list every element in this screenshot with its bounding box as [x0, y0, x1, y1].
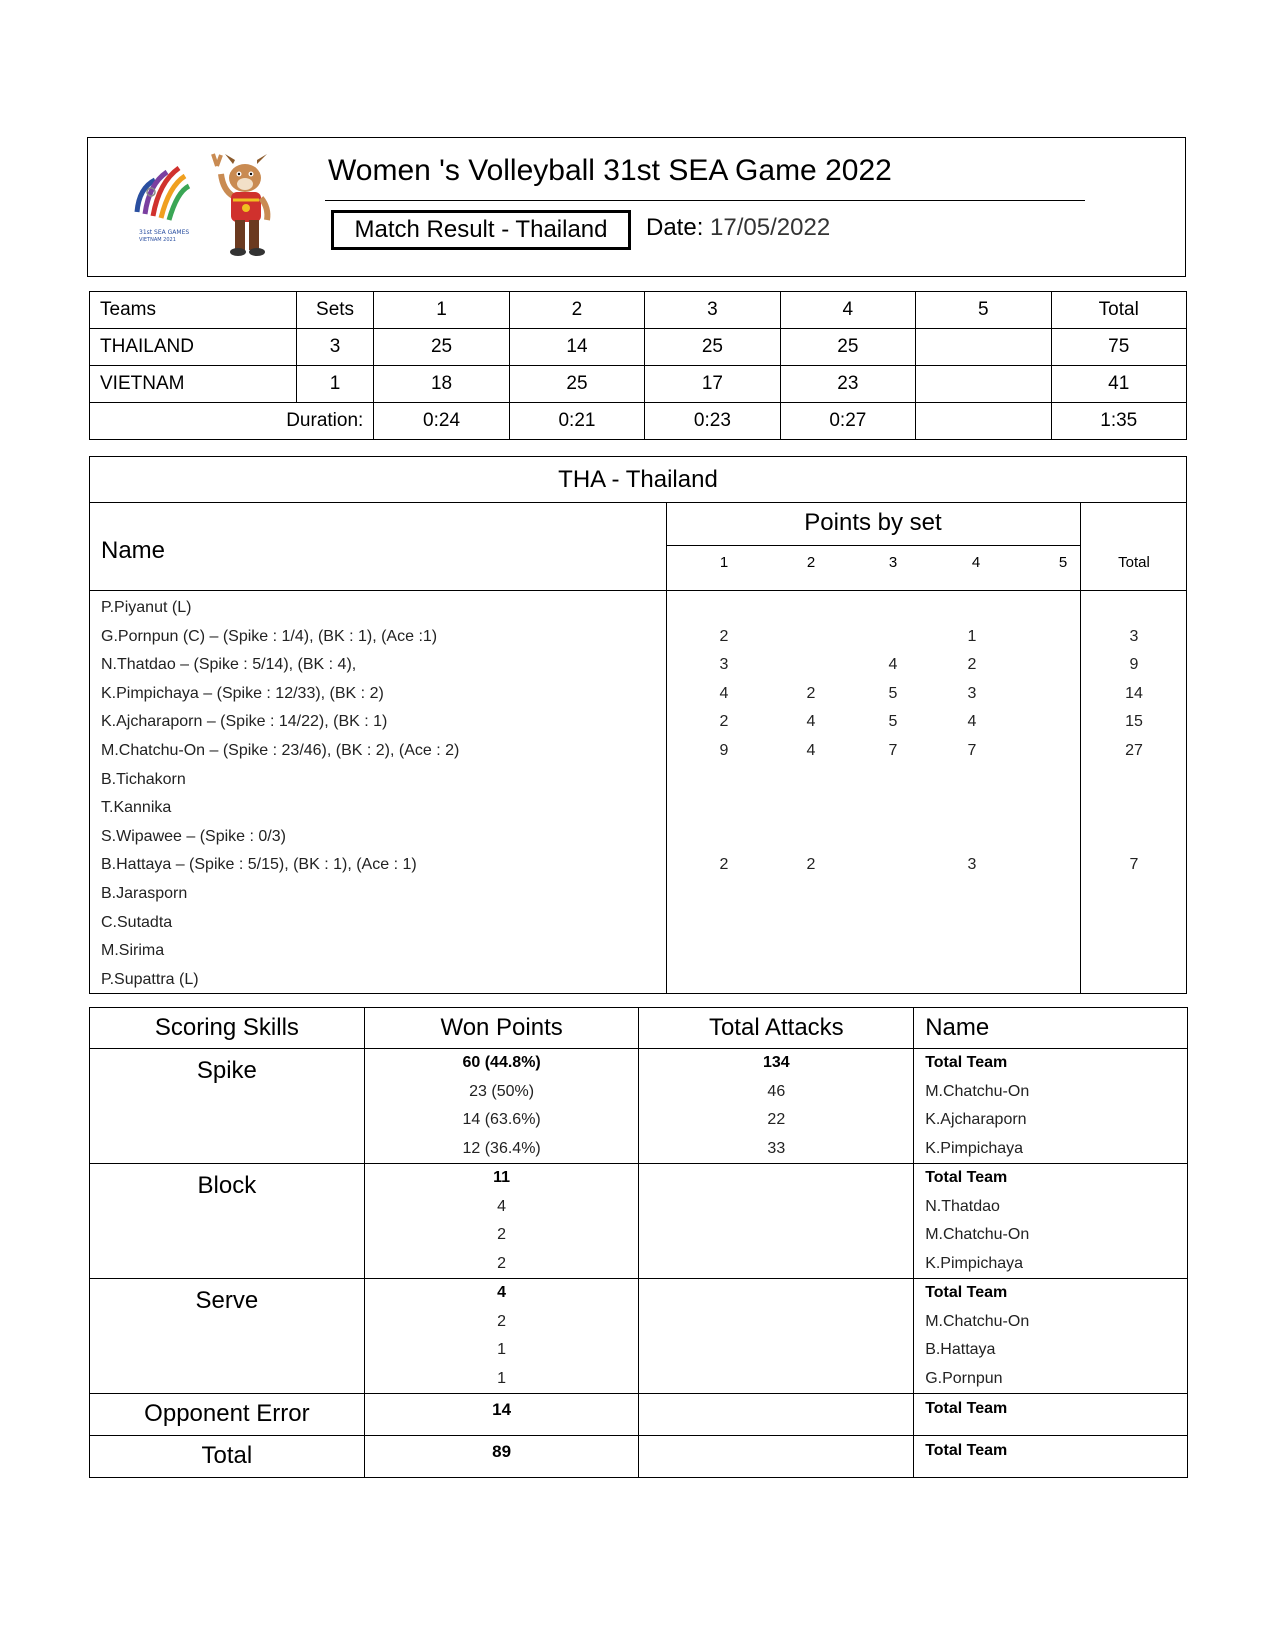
- player-name: B.Tichakorn: [101, 770, 186, 788]
- total-header: Total: [1118, 554, 1150, 571]
- player-name: Total Team: [925, 1054, 1008, 1071]
- player-name: M.Chatchu-On: [925, 1312, 1030, 1330]
- player-row: [90, 767, 1186, 795]
- player-name: M.Chatchu-On: [925, 1082, 1030, 1100]
- player-points-table: [89, 456, 1187, 994]
- divider: [666, 545, 1081, 546]
- total-attacks: [639, 1365, 913, 1394]
- score-row-thailand: [90, 329, 1187, 366]
- set3-score: 17: [645, 366, 780, 403]
- won-points-list: [364, 1279, 639, 1394]
- set5-duration: [916, 403, 1051, 440]
- set2-header: 2: [509, 292, 644, 329]
- total-attacks: [639, 1394, 914, 1436]
- player-s4-points: 1: [967, 627, 977, 645]
- player-name: K.Ajcharaporn – (Spike : 14/22), (BK : 1): [101, 713, 388, 731]
- player-name: N.Thatdao – (Spike : 5/14), (BK : 4),: [101, 656, 357, 674]
- skill-group-row: [90, 1049, 1188, 1164]
- player-s2-points: 2: [806, 856, 816, 874]
- player-s3-points: 7: [888, 742, 898, 759]
- player-name: C.Sutadta: [101, 913, 173, 931]
- score-header-row: [90, 292, 1187, 329]
- player-s1-points: 9: [719, 742, 729, 759]
- set1-header: 1: [719, 554, 729, 571]
- player-row: [90, 852, 1186, 880]
- page-title: Women 's Volleyball 31st SEA Game 2022: [328, 154, 892, 187]
- skill-name: Block: [90, 1164, 365, 1279]
- name-header: Name: [914, 1008, 1188, 1049]
- player-row: [90, 910, 1186, 938]
- skill-name: Total: [90, 1436, 365, 1478]
- won-points-list: [364, 1164, 639, 1279]
- duration-row: [90, 403, 1187, 440]
- total-attacks: 46: [767, 1082, 786, 1100]
- set3-score: 25: [645, 329, 780, 366]
- player-row: [90, 795, 1186, 823]
- won-points: 2: [497, 1312, 507, 1330]
- set2-header: 2: [806, 554, 816, 571]
- won-points: 14: [364, 1394, 639, 1436]
- player-name: Total Team: [914, 1436, 1188, 1478]
- won-points: 1: [497, 1341, 507, 1358]
- player-s2-points: 4: [806, 713, 816, 731]
- total-attacks: [639, 1221, 913, 1250]
- player-s1-points: 2: [719, 627, 729, 645]
- player-name-list: [914, 1279, 1188, 1394]
- player-name: K.Ajcharaporn: [925, 1111, 1027, 1128]
- player-name: B.Jarasporn: [101, 885, 188, 902]
- set-score-table: [89, 291, 1187, 440]
- total-header: Total: [1051, 292, 1187, 329]
- set4-score: 25: [780, 329, 915, 366]
- divider: [90, 590, 1186, 591]
- won-points: 12 (36.4%): [462, 1139, 541, 1157]
- player-row: [90, 681, 1186, 709]
- match-result-label: Match Result - Thailand: [331, 210, 631, 250]
- player-row: [90, 881, 1186, 909]
- set4-score: 23: [780, 366, 915, 403]
- player-s1-points: 3: [719, 656, 729, 674]
- team-name: THAILAND: [90, 329, 297, 366]
- player-total-points: 15: [1125, 713, 1143, 731]
- player-name-list: [914, 1164, 1188, 1279]
- set1-duration: 0:24: [374, 403, 509, 440]
- won-points: 60 (44.8%): [462, 1054, 541, 1071]
- won-points: 1: [497, 1369, 507, 1387]
- set1-header: 1: [374, 292, 509, 329]
- player-row: [90, 938, 1186, 966]
- player-s4-points: 3: [967, 684, 977, 702]
- skill-group-row: [90, 1164, 1188, 1279]
- player-total-points: 3: [1129, 627, 1139, 645]
- set4-duration: 0:27: [780, 403, 915, 440]
- total-attacks-header: Total Attacks: [639, 1008, 914, 1049]
- name-header: Name: [101, 537, 166, 564]
- total-duration: 1:35: [1051, 403, 1187, 440]
- set3-duration: 0:23: [645, 403, 780, 440]
- won-points: 14 (63.6%): [462, 1111, 541, 1128]
- player-s1-points: 4: [719, 684, 729, 702]
- skills-header-row: [90, 1008, 1188, 1049]
- skill-groups: [90, 1049, 1188, 1394]
- teams-header: Teams: [90, 292, 297, 329]
- player-s2-points: 2: [806, 684, 816, 702]
- player-s1-points: 2: [719, 856, 729, 874]
- won-points: 23 (50%): [469, 1082, 535, 1100]
- player-s3-points: 5: [888, 713, 898, 731]
- score-row-vietnam: [90, 366, 1187, 403]
- player-total-points: 27: [1125, 742, 1143, 759]
- player-row: [90, 824, 1186, 852]
- player-name: S.Wipawee – (Spike : 0/3): [101, 827, 286, 845]
- set4-header: 4: [971, 554, 981, 571]
- skill-name: Opponent Error: [90, 1394, 365, 1436]
- match-date: [646, 214, 830, 242]
- player-row: [90, 709, 1186, 737]
- player-name: N.Thatdao: [925, 1197, 1000, 1215]
- player-total-points: 14: [1125, 684, 1143, 702]
- svg-text:VIETNAM 2021: VIETNAM 2021: [139, 237, 176, 243]
- won-points: 89: [364, 1436, 639, 1478]
- set1-score: 25: [374, 329, 509, 366]
- player-s2-points: 4: [806, 742, 816, 759]
- player-name: Total Team: [925, 1169, 1008, 1186]
- total-attacks: 22: [767, 1111, 786, 1128]
- sea-games-logo-icon: [133, 152, 293, 262]
- set3-header: 3: [888, 554, 898, 571]
- total-attacks: [639, 1336, 913, 1365]
- won-points: 4: [497, 1284, 507, 1301]
- scoring-skills-header: Scoring Skills: [90, 1008, 365, 1049]
- total-attacks-list: [639, 1279, 914, 1394]
- sets-won: 1: [296, 366, 374, 403]
- total-score: 75: [1051, 329, 1187, 366]
- player-total-points: 7: [1129, 856, 1139, 874]
- report-header: [87, 137, 1186, 277]
- total-attacks-list: [639, 1164, 914, 1279]
- total-score: 41: [1051, 366, 1187, 403]
- player-s4-points: 3: [967, 856, 977, 874]
- scoring-skills-table: [89, 1007, 1188, 1478]
- player-row: [90, 652, 1186, 680]
- player-row: [90, 595, 1186, 623]
- date-value: 17/05/2022: [710, 214, 831, 241]
- player-name: T.Kannika: [101, 799, 172, 817]
- total-attacks: [639, 1436, 914, 1478]
- svg-text:31st SEA GAMES: 31st SEA GAMES: [139, 229, 190, 236]
- set5-score: [916, 329, 1051, 366]
- player-name: G.Pornpun (C) – (Spike : 1/4), (BK : 1), (Ace :1): [101, 627, 438, 645]
- player-name-list: [914, 1049, 1188, 1164]
- total-attacks: [639, 1279, 913, 1308]
- won-points-list: [364, 1049, 639, 1164]
- sets-won: 3: [296, 329, 374, 366]
- player-s1-points: 2: [719, 713, 729, 731]
- won-points: 11: [493, 1169, 511, 1186]
- player-name: P.Piyanut (L): [101, 599, 192, 616]
- skill-name: Serve: [90, 1279, 365, 1394]
- player-s3-points: 4: [888, 656, 898, 674]
- total-attacks: [639, 1250, 913, 1279]
- total-attacks: [639, 1164, 913, 1193]
- set5-header: 5: [916, 292, 1051, 329]
- total-attacks: [639, 1308, 913, 1337]
- player-name: Total Team: [914, 1394, 1188, 1436]
- set3-header: 3: [645, 292, 780, 329]
- title-underline: [325, 200, 1085, 201]
- team-name: VIETNAM: [90, 366, 297, 403]
- duration-label: Duration:: [90, 403, 374, 440]
- won-points: 4: [497, 1197, 507, 1215]
- player-name: M.Chatchu-On: [925, 1226, 1030, 1243]
- total-attacks: 134: [762, 1054, 790, 1071]
- total-attacks-list: [639, 1049, 914, 1164]
- won-points: 2: [497, 1254, 507, 1272]
- set4-header: 4: [780, 292, 915, 329]
- total-attacks: 33: [767, 1139, 786, 1157]
- player-s4-points: 2: [967, 656, 977, 674]
- player-total-points: 9: [1129, 656, 1139, 674]
- won-points: 2: [497, 1226, 507, 1243]
- points-by-set-header: Points by set: [804, 509, 942, 536]
- opponent-error-row: [90, 1394, 1188, 1436]
- player-name: M.Sirima: [101, 942, 165, 960]
- player-s4-points: 7: [967, 742, 977, 759]
- set1-score: 18: [374, 366, 509, 403]
- set2-score: 14: [509, 329, 644, 366]
- player-name: K.Pimpichaya: [925, 1254, 1024, 1272]
- team-section-title: THA - Thailand: [90, 457, 1186, 503]
- player-row: [90, 738, 1186, 766]
- set2-duration: 0:21: [509, 403, 644, 440]
- player-name: P.Supattra (L): [101, 970, 199, 988]
- sets-header: Sets: [296, 292, 374, 329]
- won-points-header: Won Points: [364, 1008, 639, 1049]
- player-name: G.Pornpun: [925, 1369, 1003, 1387]
- total-row: [90, 1436, 1188, 1478]
- player-name: Total Team: [925, 1284, 1008, 1301]
- skill-group-row: [90, 1279, 1188, 1394]
- player-s4-points: 4: [967, 713, 977, 731]
- set2-score: 25: [509, 366, 644, 403]
- player-name: B.Hattaya: [925, 1341, 996, 1358]
- player-name: M.Chatchu-On – (Spike : 23/46), (BK : 2), (Ace : 2): [101, 742, 460, 759]
- set5-header: 5: [1058, 554, 1068, 571]
- player-name: K.Pimpichaya: [925, 1139, 1024, 1157]
- player-s3-points: 5: [888, 684, 898, 702]
- player-row: [90, 967, 1186, 995]
- skill-name: Spike: [90, 1049, 365, 1164]
- player-row: [90, 624, 1186, 652]
- date-label: Date:: [646, 214, 704, 241]
- total-attacks: [639, 1193, 913, 1222]
- player-name: K.Pimpichaya – (Spike : 12/33), (BK : 2): [101, 684, 384, 702]
- set5-score: [916, 366, 1051, 403]
- player-name: B.Hattaya – (Spike : 5/15), (BK : 1), (Ace : 1): [101, 856, 417, 874]
